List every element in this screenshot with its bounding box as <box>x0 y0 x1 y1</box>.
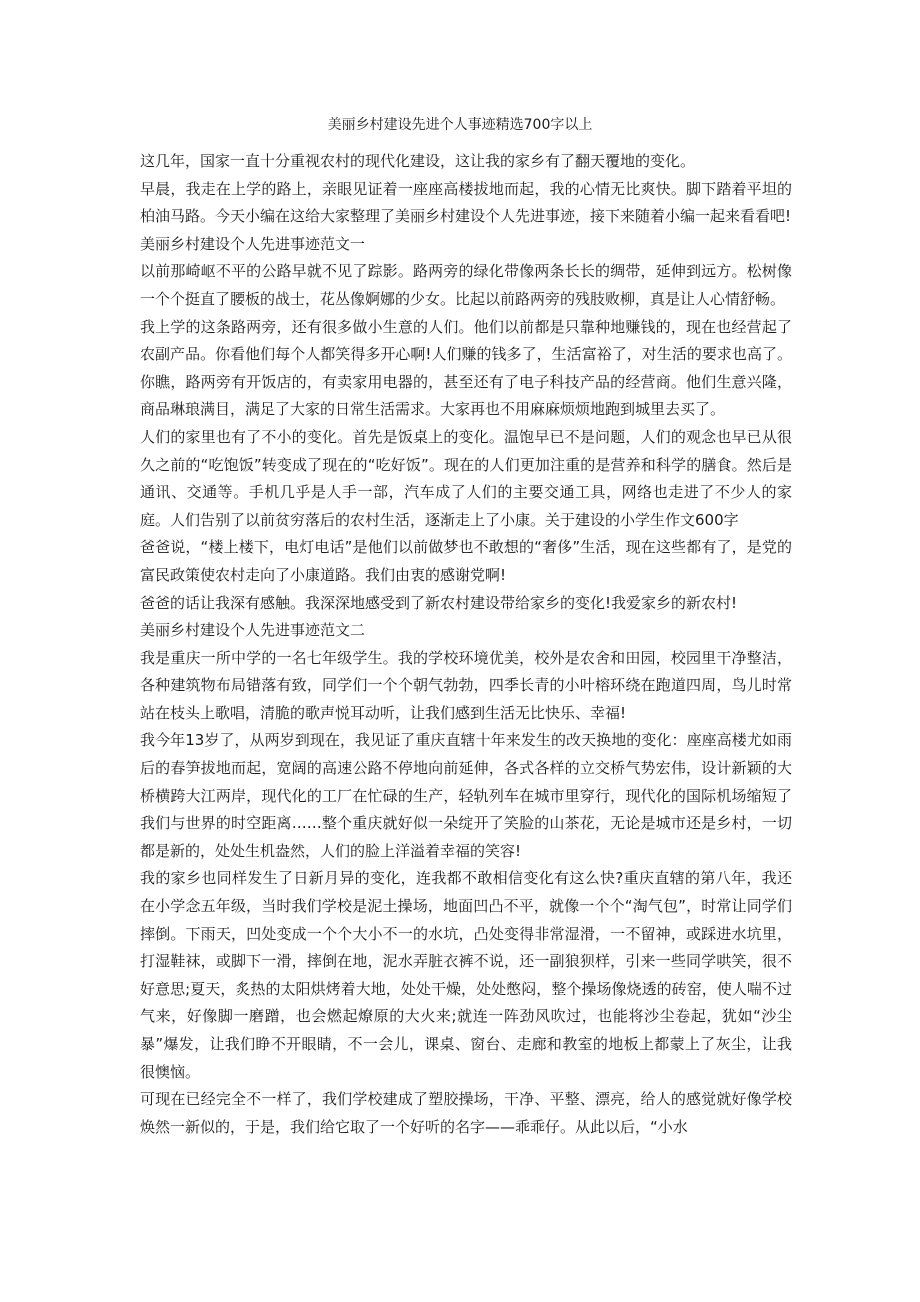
section-heading: 美丽乡村建设个人先进事迹范文一 <box>140 234 366 253</box>
paragraph: 我今年13岁了，从两岁到现在，我见证了重庆直辖十年来发生的改天换地的变化：座座高楼尤如雨后的春笋拔地而起，宽阔的高速公路不停地向前延伸，各式各样的立交桥气势宏伟，设计新颖的大桥横跨大江两岸，现代化的工厂在忙碌的生产，轻轨列车在城市里穿行，现代化的国际机场缩短了我们与世界的时空距离……整个重庆就好似一朵绽开了笑脸的山茶花，无论是城市还是乡村，一切都是新的，处处生机盎然，人们的脸上洋溢着幸福的笑容! <box>140 731 792 860</box>
paragraph: 人们的家里也有了不小的变化。首先是饭桌上的变化。温饱早已不是问题，人们的观念也早已从很久之前的“吃饱饭”转变成了现在的“吃好饭”。现在的人们更加注重的是营养和科学的膳食。然后是通讯、交通等。手机几乎是人手一部，汽车成了人们的主要交通工具，网络也走进了不少人的家庭。人们告别了以前贫穷落后的农村生活，逐渐走上了小康。关于建设的小学生作文600字 <box>140 427 792 529</box>
paragraph: 早晨，我走在上学的路上，亲眼见证着一座座高楼拔地而起，我的心情无比爽快。脚下踏着平坦的柏油马路。今天小编在这给大家整理了美丽乡村建设个人先进事迹，接下来随着小编一起来看看吧! <box>140 179 792 226</box>
document-body <box>140 148 792 1141</box>
paragraph: 我是重庆一所中学的一名七年级学生。我的学校环境优美，校外是农舍和田园，校园里干净整洁，各种建筑物布局错落有致，同学们一个个朝气勃勃，四季长青的小叶榕环绕在跑道四周，鸟儿时常站在枝头上歌唱，清脆的歌声悦耳动听，让我们感到生活无比快乐、幸福! <box>140 648 792 722</box>
document-title: 美丽乡村建设先进个人事迹精选700字以上 <box>327 117 593 133</box>
paragraph: 爸爸的话让我深有感触。我深深地感受到了新农村建设带给家乡的变化!我爱家乡的新农村! <box>140 593 738 612</box>
paragraph: 可现在已经完全不一样了，我们学校建成了塑胶操场，干净、平整、漂亮，给人的感觉就好像学校焕然一新似的，于是，我们给它取了一个好听的名字——乖乖仔。从此以后，“小水 <box>140 1090 792 1136</box>
paragraph: 以前那崎岖不平的公路早就不见了踪影。路两旁的绿化带像两条长长的绸带，延伸到远方。松树像一个个挺直了腰板的战士，花丛像婀娜的少女。比起以前路两旁的残肢败柳，真是让人心情舒畅。 <box>140 262 792 308</box>
section-heading: 美丽乡村建设个人先进事迹范文二 <box>140 621 366 640</box>
paragraph: 爸爸说，“楼上楼下，电灯电话”是他们以前做梦也不敢想的“奢侈”生活，现在这些都有了，是党的富民政策使农村走向了小康道路。我们由衷的感谢党啊! <box>140 538 792 584</box>
paragraph: 我上学的这条路两旁，还有很多做小生意的人们。他们以前都是只靠种地赚钱的，现在也经营起了农副产品。你看他们每个人都笑得多开心啊!人们赚的钱多了，生活富裕了，对生活的要求也高了。你瞧，路两旁有开饭店的，有卖家用电器的，甚至还有了电子科技产品的经营商。他们生意兴隆，商品琳琅满目，满足了大家的日常生活需求。大家再也不用麻麻烦烦地跑到城里去买了。 <box>140 317 792 419</box>
paragraph: 这几年，国家一直十分重视农村的现代化建设，这让我的家乡有了翻天覆地的变化。 <box>140 152 696 170</box>
paragraph: 我的家乡也同样发生了日新月异的变化，连我都不敢相信变化有这么快?重庆直辖的第八年，我还在小学念五年级，当时我们学校是泥土操场，地面凹凸不平，就像一个个“淘气包”，时常让同学们摔倒。下雨天，凹处变成一个个大小不一的水坑，凸处变得非常湿滑，一不留神，或踩进水坑里，打湿鞋袜，或脚下一滑，摔倒在地，泥水弄脏衣裤不说，还一副狼狈样，引来一些同学哄笑，很不好意思;夏天，炙热的太阳烘烤着大地，处处干燥，处处憋闷，整个操场像烧透的砖窑，使人喘不过气来，好像脚一磨蹭，也会燃起燎原的大火来;就连一阵劲风吹过，也能将沙尘卷起，犹如“沙尘暴”爆发，让我们睁不开眼睛，不一会儿，课桌、窗台、走廊和教室的地板上都蒙上了灰尘，让我很懊恼。 <box>140 869 792 1081</box>
